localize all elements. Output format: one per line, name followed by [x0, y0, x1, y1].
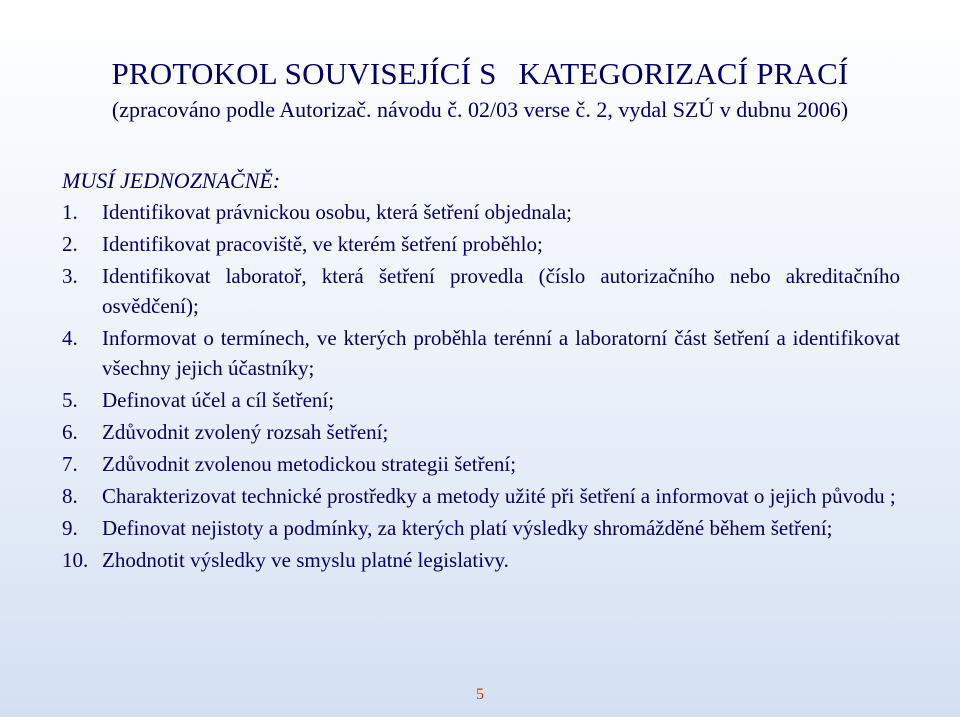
list-item [62, 545, 900, 575]
list-item-text: Zdůvodnit zvolený rozsah šetření; [102, 420, 389, 444]
list-item-number: 3. [62, 264, 78, 288]
list-item [62, 449, 900, 479]
list-item-number: 8. [62, 484, 78, 508]
list-item [62, 417, 900, 447]
list-item-text: Identifikovat právnickou osobu, která šetření objednala; [102, 200, 573, 224]
list-item-text: Informovat o termínech, ve kterých proběhla terénní a laboratorní část šetření a identifikovat všechny jejich účastníky; [102, 326, 900, 380]
list-item-text: Definovat účel a cíl šetření; [102, 388, 335, 412]
list-item [62, 513, 900, 543]
list-item-text: Charakterizovat technické prostředky a metody užité při šetření a informovat o jejich původu ; [102, 484, 896, 508]
requirements-list [62, 197, 900, 577]
list-item-text: Identifikovat pracoviště, ve kterém šetření proběhlo; [102, 232, 543, 256]
slide-subtitle: (zpracováno podle Autorizač. návodu č. 02/03 verse č. 2, vydal SZÚ v dubnu 2006) [111, 97, 849, 122]
list-heading: MUSÍ JEDNOZNAČNĚ: [62, 168, 281, 193]
list-item-number: 7. [62, 452, 78, 476]
list-item-text: Definovat nejistoty a podmínky, za kterých platí výsledky shromážděné během šetření; [102, 516, 833, 540]
list-item [62, 229, 900, 259]
list-item-number: 2. [62, 232, 78, 256]
list-item-number: 4. [62, 326, 78, 350]
list-item-number: 6. [62, 420, 78, 444]
list-item-text: Zhodnotit výsledky ve smyslu platné legislativy. [102, 548, 509, 572]
list-item-number: 9. [62, 516, 78, 540]
list-item-text: Identifikovat laboratoř, která šetření provedla (číslo autorizačního nebo akreditačního osvědčení); [102, 264, 900, 318]
list-item-number: 5. [62, 388, 78, 412]
list-item [62, 261, 900, 321]
slide-title-part-2: KATEGORIZACÍ PRACÍ [518, 56, 849, 91]
list-item [62, 385, 900, 415]
list-item [62, 197, 900, 227]
list-item-number: 10. [62, 548, 89, 572]
list-item [62, 323, 900, 383]
list-item-number: 1. [62, 200, 78, 224]
page-number: 5 [476, 686, 484, 703]
slide-title-part-1: PROTOKOL SOUVISEJÍCÍ S [111, 56, 497, 91]
list-item-text: Zdůvodnit zvolenou metodickou strategii šetření; [102, 452, 517, 476]
list-item [62, 481, 900, 511]
slide-title [0, 56, 960, 92]
